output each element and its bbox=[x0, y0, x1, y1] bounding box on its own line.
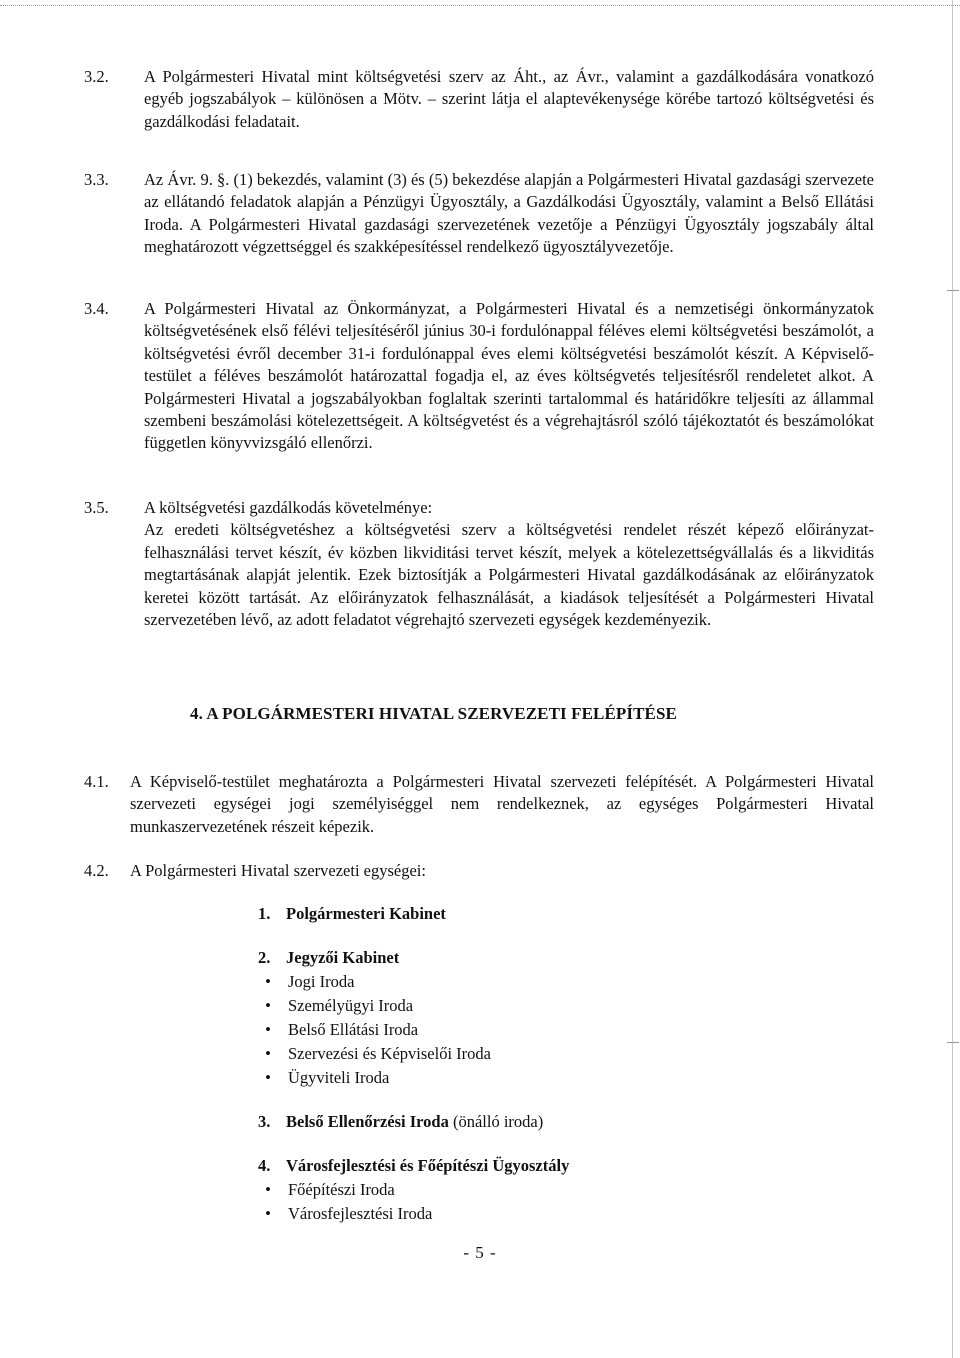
unit-2 bbox=[258, 946, 491, 1090]
sub-list bbox=[258, 970, 491, 1090]
section-number: 4.1. bbox=[84, 772, 109, 791]
unit-3 bbox=[258, 1110, 543, 1134]
section-4-2 bbox=[84, 860, 874, 882]
unit-number: 4. bbox=[258, 1156, 271, 1175]
list-item bbox=[265, 994, 491, 1018]
section-3-5 bbox=[84, 497, 874, 631]
unit-title bbox=[258, 1154, 569, 1178]
bullet-icon: • bbox=[265, 1068, 271, 1087]
list-item bbox=[265, 1066, 491, 1090]
unit-name: Városfejlesztési és Főépítészi Ügyosztály bbox=[286, 1156, 570, 1175]
list-item-label: Szervezési és Képviselői Iroda bbox=[288, 1044, 491, 1063]
unit-title bbox=[258, 902, 446, 926]
bullet-icon: • bbox=[265, 1204, 271, 1223]
unit-name: Jegyzői Kabinet bbox=[286, 948, 400, 967]
section-text: A Polgármesteri Hivatal szervezeti egységei: bbox=[130, 861, 426, 880]
list-item bbox=[265, 1202, 569, 1226]
list-item-label: Belső Ellátási Iroda bbox=[288, 1020, 419, 1039]
bullet-icon: • bbox=[265, 996, 271, 1015]
section-3-4 bbox=[84, 298, 874, 455]
scan-edge-top bbox=[0, 5, 960, 6]
section-3-3 bbox=[84, 169, 874, 259]
list-item-label: Személyügyi Iroda bbox=[288, 996, 414, 1015]
bullet-icon: • bbox=[265, 972, 271, 991]
unit-1 bbox=[258, 902, 446, 926]
sub-list bbox=[258, 1178, 569, 1226]
margin-mark bbox=[947, 1042, 959, 1043]
section-number: 3.4. bbox=[84, 299, 109, 318]
section-text: A Képviselő-testület meghatározta a Polgármesteri Hivatal szervezeti felépítését. A Polgármesteri Hivatal szervezeti egységei jogi személyiséggel nem rendelkeznek, az egységes Polgármesteri Hivatal munkaszervezetének részeit képezik. bbox=[130, 772, 874, 836]
section-text: A Polgármesteri Hivatal az Önkormányzat, a Polgármesteri Hivatal és a nemzetiségi önkormányzatok költségvetésének első félévi teljesítéséről június 30-i fordulónappal féléves elemi költségvetési beszámolót, a költségvetési évről december 31-i fordulónappal éves elemi költségvetési beszámolót készít. A Képviselő-testület a féléves beszámolót határozattal fogadja el, az éves költségvetés teljesítésről rendeletet alkot. A Polgármesteri Hivatal a jogszabályokban foglaltak szerinti tartalommal és határidőkre teljesíti az állammal szembeni beszámolási kötelezettségeit. A költségvetést és a végrehajtásról szóló tájékoztatót és beszámolókat független könyvvizsgáló ellenőrzi. bbox=[144, 299, 874, 453]
section-text: A Polgármesteri Hivatal mint költségvetési szerv az Áht., az Ávr., valamint a gazdálkodására vonatkozó egyéb jogszabályok – különösen a Mötv. – szerint látja el alaptevékenysége körébe tartozó költségvetési és gazdálkodási feladatait. bbox=[144, 67, 874, 131]
list-item-label: Ügyviteli Iroda bbox=[288, 1068, 390, 1087]
section-text: Az eredeti költségvetéshez a költségvetési szerv a költségvetési rendelet részét képező előirányzat-felhasználási tervet készít, év közben likviditási tervet készít, melyek a kötelezettségvállalás és a likviditás megtartásának alapját jelentik. Ezek biztosítják a Polgármesteri Hivatal gazdálkodásának az előirányzatok keretei között tartását. Az előirányzatok felhasználását, a kiadások teljesítését a Polgármesteri Hivatal szervezetében lévő, az adott feladatot végrehajtó szervezeti egységek kezdeményezik. bbox=[144, 520, 874, 630]
list-item bbox=[265, 970, 491, 994]
section-3-2 bbox=[84, 66, 874, 133]
section-number: 3.2. bbox=[84, 67, 109, 86]
list-item-label: Városfejlesztési Iroda bbox=[288, 1204, 433, 1223]
list-item-label: Főépítészi Iroda bbox=[288, 1180, 395, 1199]
margin-mark bbox=[947, 290, 959, 291]
section-number: 3.5. bbox=[84, 498, 109, 517]
list-item-label: Jogi Iroda bbox=[288, 972, 355, 991]
section-text: Az Ávr. 9. §. (1) bekezdés, valamint (3) és (5) bekezdése alapján a Polgármesteri Hivatal gazdasági szervezete az ellátandó feladatok alapján a Pénzügyi Ügyosztály, a Gazdálkodási Ügyosztály, valamint a Belső Ellátási Iroda. A Polgármesteri Hivatal gazdasági szervezetének vezetője a Pénzügyi Ügyosztály jogszabály által meghatározott végzettséggel és szakképesítéssel rendelkező ügyosztályvezetője. bbox=[144, 170, 874, 257]
unit-number: 1. bbox=[258, 904, 271, 923]
unit-number: 3. bbox=[258, 1112, 271, 1131]
unit-4 bbox=[258, 1154, 569, 1226]
bullet-icon: • bbox=[265, 1044, 271, 1063]
unit-name: Belső Ellenőrzési Iroda bbox=[286, 1112, 449, 1131]
list-item bbox=[265, 1042, 491, 1066]
unit-note: (önálló iroda) bbox=[448, 1112, 544, 1131]
unit-title bbox=[258, 946, 491, 970]
scan-edge-right bbox=[952, 0, 953, 1358]
section-intro: A költségvetési gazdálkodás követelménye: bbox=[144, 498, 433, 517]
unit-title bbox=[258, 1110, 543, 1134]
page-number: - 5 - bbox=[463, 1243, 497, 1262]
section-number: 4.2. bbox=[84, 861, 109, 880]
list-item bbox=[265, 1018, 491, 1042]
unit-number: 2. bbox=[258, 948, 271, 967]
bullet-icon: • bbox=[265, 1020, 271, 1039]
list-item bbox=[265, 1178, 569, 1202]
section-number: 3.3. bbox=[84, 170, 109, 189]
section-4-1 bbox=[84, 771, 874, 838]
chapter-heading: 4. A POLGÁRMESTERI HIVATAL SZERVEZETI FELÉPÍTÉSE bbox=[190, 704, 677, 723]
unit-name: Polgármesteri Kabinet bbox=[286, 904, 446, 923]
bullet-icon: • bbox=[265, 1180, 271, 1199]
